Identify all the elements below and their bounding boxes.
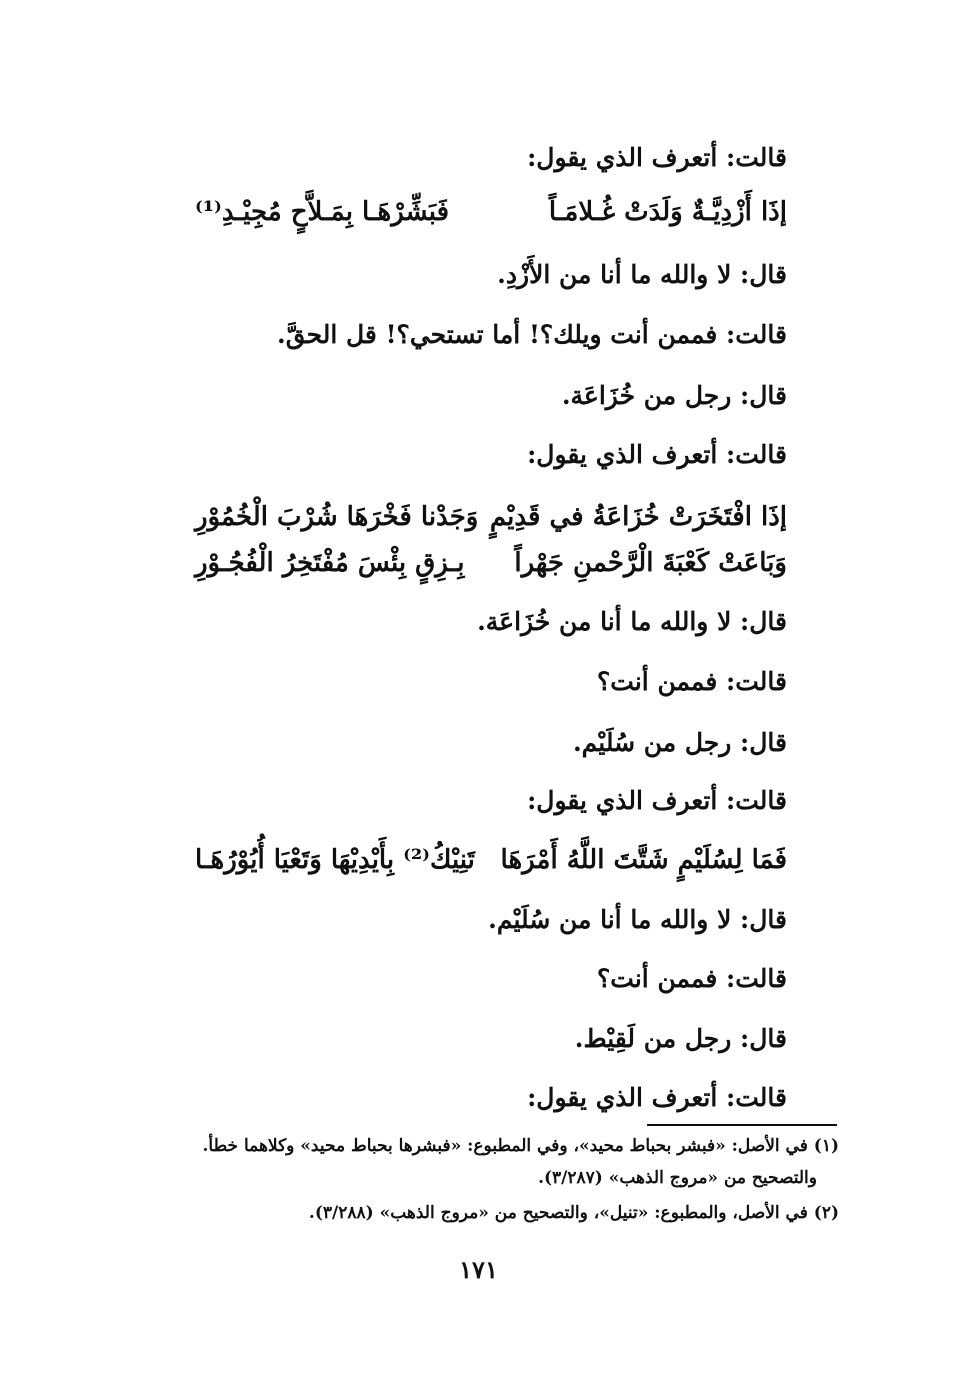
dialogue-line: قال: رجل من خُزَاعَة. [561,381,787,410]
dialogue-line: قالت: أتعرف الذي يقول: [527,786,787,815]
dialogue-line: قالت: أتعرف الذي يقول: [527,143,787,172]
verse-hemistich-left: تَنِيْكُ⁽²⁾ بِأَيْدِيْهَا وَتَعْيَا أُيُوْرُهَـا [195,845,475,875]
dialogue-line: قالت: فممن أنت ويلك؟! أما تستحي؟! قل الحقَّ. [277,320,787,349]
verse-hemistich-left: وَجَدْنا فَخْرَهَا شُرْبَ الْخُمُوْرِ [195,502,479,532]
verse-hemistich-right: وَبَاعَتْ كَعْبَةَ الْرَّحْمنِ جَهْراً [514,548,787,578]
dialogue-line: قالت: أتعرف الذي يقول: [527,440,787,469]
dialogue-line: قال: رجل من سُلَيْم. [572,728,787,757]
dialogue-line: قال: لا والله ما أنا من سُلَيْم. [488,905,787,934]
verse-hemistich-left: بِـزِقٍ بِئْسَ مُفْتَخِرُ الْفُجُـوْرِ [195,548,465,578]
verse-hemistich-right: إذَا افْتَخَرَتْ خُزَاعَةُ في قَدِيْمٍ [489,502,787,532]
footnote-2: (٢) في الأصل، والمطبوع: «تنيل»، والتصحيح من «مروج الذهب» (٣/٢٨٨). [308,1203,839,1223]
dialogue-line: قال: رجل من لَقِيْط. [574,1024,787,1053]
footnote-separator [647,1124,837,1126]
verse-hemistich-right: فَمَا لِسُلَيْمٍ شَتَّتَ اللَّهُ أَمْرَهَا [500,845,787,875]
dialogue-line: قال: لا والله ما أنا من الأَزْدِ. [497,260,787,289]
footnote-1: (١) في الأصل: «فبشر بحباط محيد»، وفي المطبوع: «فبشرها بحباط محيد» وكلاهما خطأ. [202,1136,839,1156]
verse-hemistich-left: فَبَشِّرْهَـا بِمَـلاَّحٍ مُجِيْـدِ⁽¹⁾ [195,197,450,227]
dialogue-line: قالت: فممن أنت؟ [597,667,787,696]
dialogue-line: قال: لا والله ما أنا من خُزَاعَة. [477,607,787,636]
dialogue-line: قالت: أتعرف الذي يقول: [527,1083,787,1112]
dialogue-line: قالت: فممن أنت؟ [597,964,787,993]
verse-hemistich-right: إذَا أَزْدِيَّـةٌ وَلَدَتْ غُـلامَـاً [548,197,787,227]
footnote-1-continued: والتصحيح من «مروج الذهب» (٣/٢٨٧). [538,1168,817,1188]
page-number: ١٧١ [459,1255,498,1284]
